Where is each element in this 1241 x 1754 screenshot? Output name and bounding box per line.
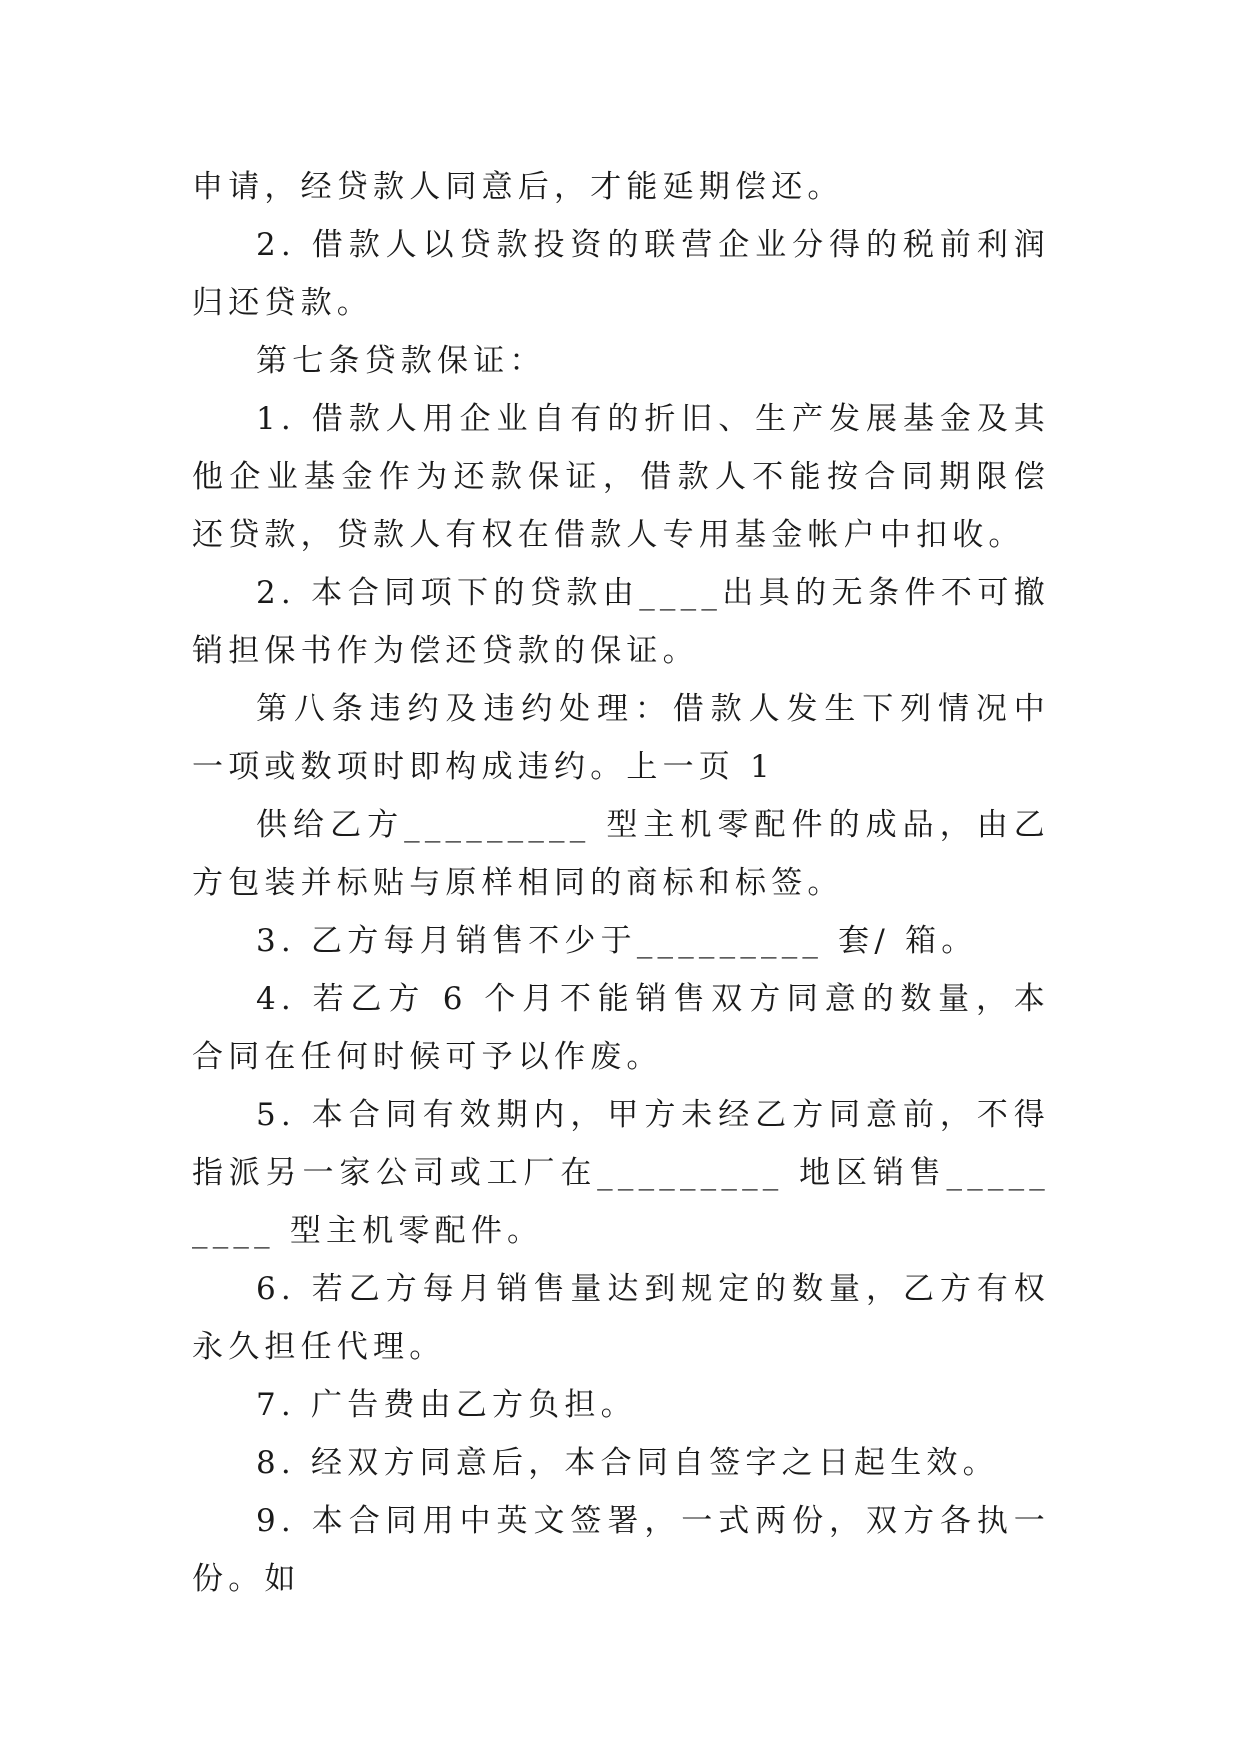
paragraph: 6. 若乙方每月销售量达到规定的数量，乙方有权永久担任代理。 [192, 1271, 1050, 1365]
document-page [192, 158, 1050, 1608]
paragraph: 7. 广告费由乙方负担。 [256, 1387, 637, 1423]
paragraph: 申请，经贷款人同意后，才能延期偿还。 [192, 169, 844, 205]
paragraph: 9. 本合同用中英文签署，一式两份，双方各执一份。如 [192, 1503, 1050, 1597]
section-heading: 第八条违约及违约处理：借款人发生下列情况中一项或数项时即构成违约。上一页 1 [192, 691, 1050, 785]
paragraph: 4. 若乙方 6 个月不能销售双方同意的数量，本合同在任何时候可予以作废。 [192, 981, 1050, 1075]
paragraph: 8. 经双方同意后，本合同自签字之日起生效。 [256, 1445, 999, 1481]
section-heading: 第七条贷款保证： [256, 343, 546, 379]
paragraph: 供给乙方_________ 型主机零配件的成品，由乙方包装并标贴与原样相同的商标和标签。 [192, 807, 1050, 901]
paragraph: 2. 借款人以贷款投资的联营企业分得的税前利润归还贷款。 [192, 227, 1050, 321]
paragraph: 1. 借款人用企业自有的折旧、生产发展基金及其他企业基金作为还款保证，借款人不能按合同期限偿还贷款，贷款人有权在借款人专用基金帐户中扣收。 [192, 401, 1050, 553]
paragraph: 3. 乙方每月销售不少于_________ 套/ 箱。 [256, 923, 978, 959]
paragraph: 5. 本合同有效期内，甲方未经乙方同意前，不得指派另一家公司或工厂在_________ 地区销售_________ 型主机零配件。 [192, 1097, 1050, 1249]
paragraph: 2. 本合同项下的贷款由____出具的无条件不可撤销担保书作为偿还贷款的保证。 [192, 575, 1050, 669]
